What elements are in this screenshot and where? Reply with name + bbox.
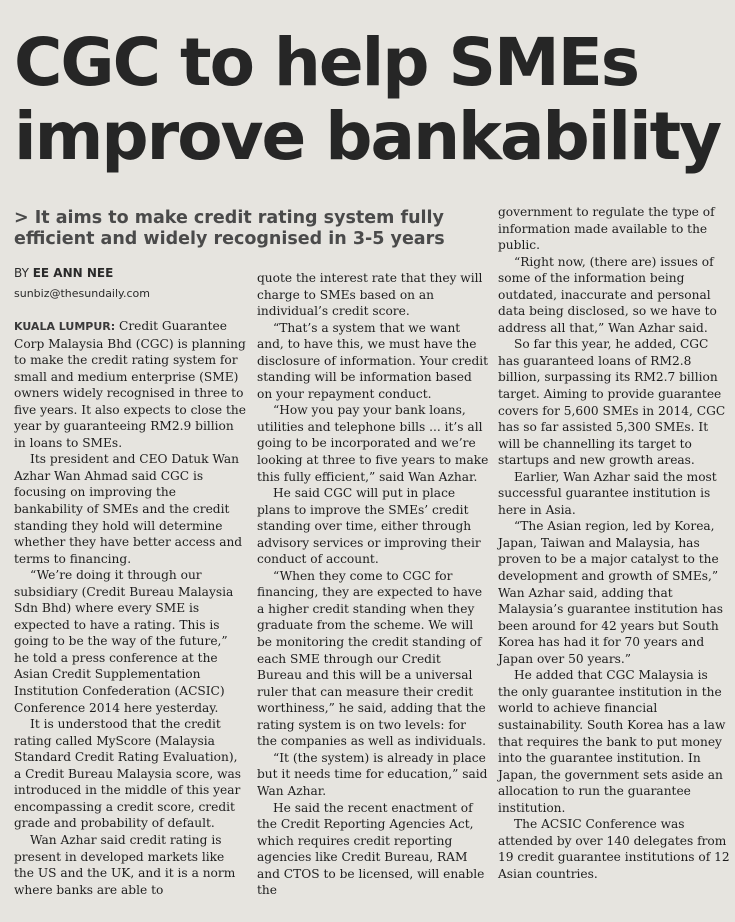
paragraph: Wan Azhar said credit rating is present in developed markets like the US and the UK, and it is a norm where banks are able to	[14, 832, 236, 897]
paragraph: So far this year, he added, CGC has guaranteed loans of RM2.8 billion, surpassing its RM2.7 billion target. Aiming to provide guarantee covers for 5,600 SMEs in 2014, CGC has so far assisted 5,300 SMEs. It will be channelling its target to startups and new growth areas.	[498, 337, 726, 468]
paragraph: He said CGC will put in place plans to improve the SMEs’ credit standing over time, either through advisory services or improving their conduct of account.	[257, 486, 481, 567]
paragraph: It is understood that the credit rating called MyScore (Malaysia Standard Credit Rating Evaluation), a Credit Bureau Malaysia score, was introduced in the middle of this year encompassing a credit score, credit grade and probability of default.	[14, 717, 242, 831]
byline-prefix: BY	[14, 266, 29, 280]
dateline: KUALA LUMPUR:	[14, 320, 116, 333]
paragraph: “When they come to CGC for financing, they are expected to have a higher credit standing when they graduate from the scheme. We will be monitoring the credit standing of each SME through our Credit Bureau and this will be a universal ruler that can measure their credit worthiness,” he said, adding that the rating system is on two levels: for the companies as well as individuals.	[257, 568, 486, 749]
paragraph: He said the recent enactment of the Credit Reporting Agencies Act, which requires credit reporting agencies like Credit Bureau, RAM and CTOS to be licensed, will enable the	[257, 800, 485, 898]
paragraph: Its president and CEO Datuk Wan Azhar Wan Ahmad said CGC is focusing on improving the bankability of SMEs and the credit standing they hold will determine whether they have better access and terms to financing.	[14, 452, 243, 566]
paragraph: “Right now, (there are) issues of some of the information being outdated, inaccurate and personal data being disclosed, so we have to address all that,” Wan Azhar said.	[498, 254, 717, 335]
article-column-2	[257, 270, 489, 899]
paragraph: “It (the system) is already in place but it needs time for education,” said Wan Azhar.	[257, 750, 488, 798]
paragraph: He added that CGC Malaysia is the only guarantee institution in the world to achieve financial sustainability. South Korea has a law that requires the bank to put money into the guarantee institution. In Japan, the government sets aside an allocation to run the guarantee institution.	[498, 668, 726, 815]
article-column-3	[498, 204, 730, 882]
paragraph	[14, 318, 246, 451]
byline-author: EE ANN NEE	[32, 266, 114, 280]
article-column-1	[14, 318, 246, 898]
paragraph: “We’re doing it through our subsidiary (Credit Bureau Malaysia Sdn Bhd) where every SME is expected to have a rating. This is going to be the way of the future,” he told a press conference at the Asian Credit Supplementation Institution Confederation (ACSIC) Conference 2014 here yesterday.	[14, 568, 234, 715]
paragraph-text: Credit Guarantee Corp Malaysia Bhd (CGC) is planning to make the credit rating system for small and medium enterprise (SME) owners widely recognised in three to five years. It also expects to close the year by guaranteeing RM2.9 billion in loans to SMEs.	[14, 319, 246, 450]
paragraph: “How you pay your bank loans, utilities and telephone bills ... it’s all going to be incorporated and we’re looking at three to five years to make this fully efficient,” said Wan Azhar.	[257, 403, 489, 484]
author-email: sunbiz@thesundaily.com	[14, 287, 150, 300]
byline	[14, 266, 113, 280]
paragraph: The ACSIC Conference was attended by over 140 delegates from 19 credit guarantee institutions of 12 Asian countries.	[498, 817, 730, 881]
paragraph: “The Asian region, led by Korea, Japan, Taiwan and Malaysia, has proven to be a major catalyst to the development and growth of SMEs,” Wan Azhar said, adding that Malaysia’s guarantee institution has been around for 42 years but South Korea has had it for 70 years and Japan over 50 years.”	[498, 519, 724, 666]
headline: CGC to help SMEs improve bankability	[14, 24, 721, 175]
paragraph: “That’s a system that we want and, to have this, we must have the disclosure of information. Your credit standing will be information based on your repayment conduct.	[257, 320, 489, 401]
paragraph: Earlier, Wan Azhar said the most successful guarantee institution is here in Asia.	[498, 469, 717, 517]
deck-subheadline: > It aims to make credit rating system fully efficient and widely recognised in 3-5 years	[14, 208, 445, 249]
paragraph: government to regulate the type of information made available to the public.	[498, 205, 715, 253]
paragraph: quote the interest rate that they will charge to SMEs based on an individual’s credit score.	[257, 271, 483, 319]
